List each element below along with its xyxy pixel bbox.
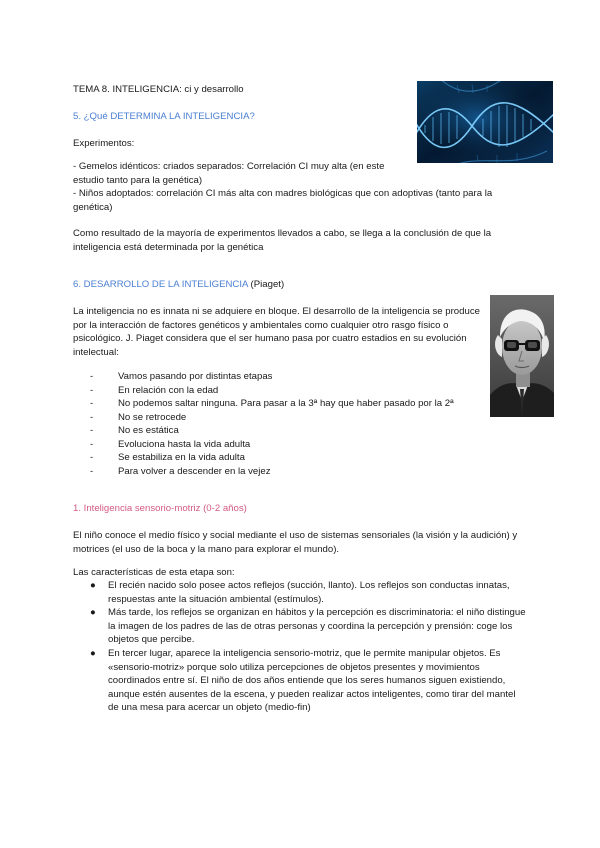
piaget-portrait: [490, 295, 554, 417]
subsection-1-intro: El niño conoce el medio físico y social mediante el uso de sistemas sensoriales (la visión y la audición) y motrices (el uso de la boca y la mano para explorar el mundo).: [73, 530, 518, 555]
section-5-heading: 5. ¿Qué DETERMINA LA INTELIGENCIA?: [73, 111, 255, 122]
section-6-title: 6. DESARROLLO DE LA INTELIGENCIA: [73, 279, 248, 290]
dna-helix-image: [417, 81, 553, 163]
experiments-label: Experimentos:: [73, 138, 135, 149]
subsection-1-heading: 1. Inteligencia sensorio-motriz (0-2 años): [73, 503, 247, 514]
characteristics-label: Las características de esta etapa son:: [73, 567, 235, 578]
conclusion-paragraph: Como resultado de la mayoría de experimentos llevados a cabo, se llega a la conclusión de que la inteligencia está determinada por la genética: [73, 228, 492, 253]
experiment-adopted: - Niños adoptados: correlación CI más alta con madres biológicas que con adoptivas (tanto para la genética): [73, 188, 493, 213]
section-6-author: (Piaget): [247, 279, 285, 290]
experiment-twins: - Gemelos idénticos: criados separados: Correlación CI muy alta (en este estudio tanto para la genética): [73, 161, 385, 186]
page-title: TEMA 8. INTELIGENCIA: ci y desarrollo: [73, 84, 244, 95]
section-6-heading: [73, 278, 284, 292]
section-6-intro: La inteligencia no es innata ni se adquiere en bloque. El desarrollo de la inteligencia se produce por la interacción de factores genéticos y ambientales como cualquier otro rasgo físico o psicológico. J. Piaget considera que el ser humano pasa por cuatro estadios en su evolución intelectual:: [73, 306, 480, 358]
